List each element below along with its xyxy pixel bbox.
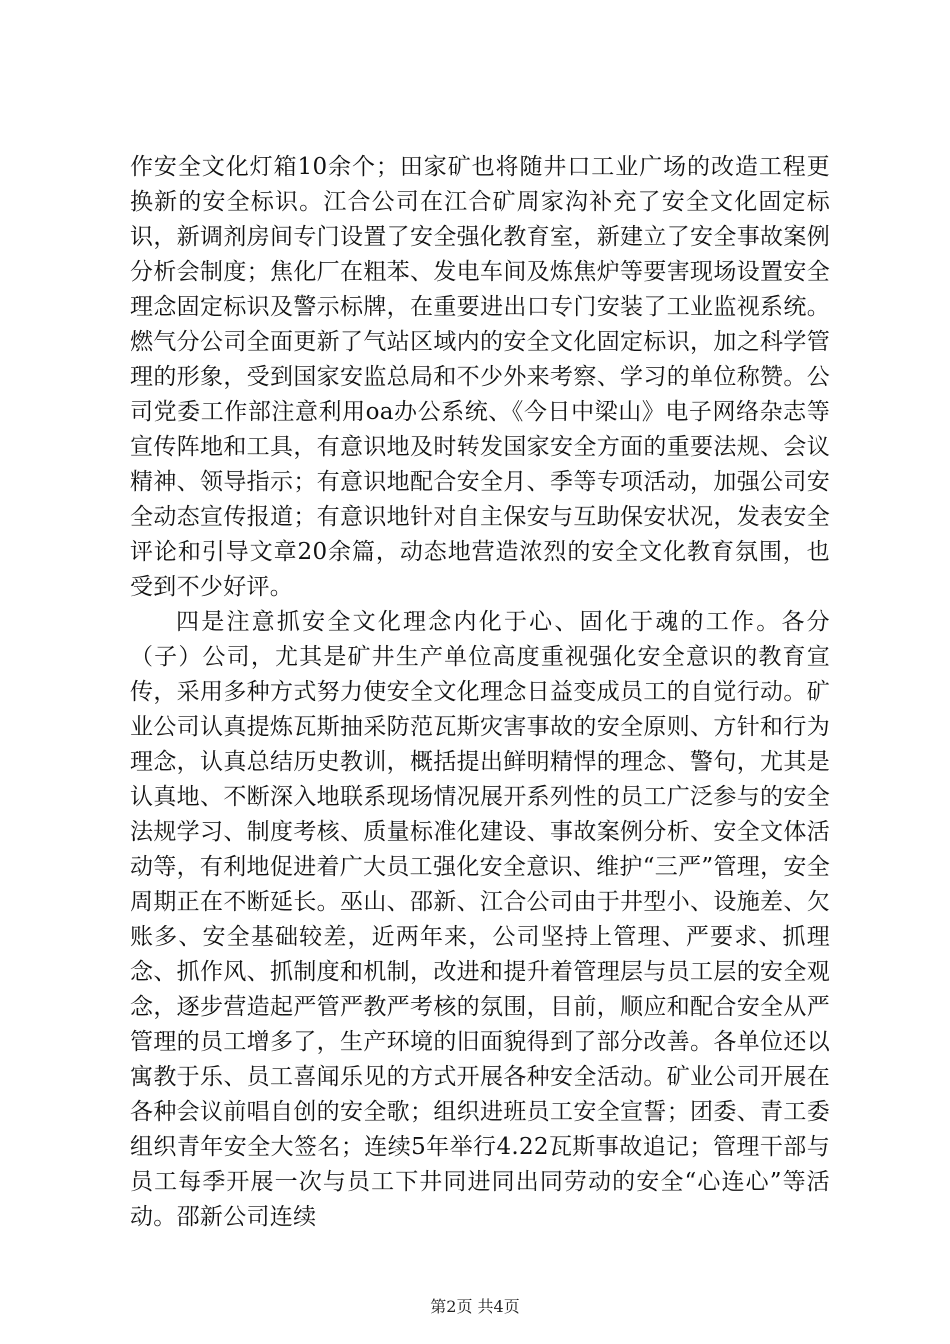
body-paragraph-1: 作安全文化灯箱10余个；田家矿也将随井口工业广场的改造工程更换新的安全标识。江合公司在江合矿周家沟补充了安全文化固定标识，新调剂房间专门设置了安全强化教育室，新建立了安全事故案例分析会制度；焦化厂在粗苯、发电车间及炼焦炉等要害现场设置安全理念固定标识及警示标牌，在重要进出口专门安装了工业监视系统。燃气分公司全面更新了气站区域内的安全文化固定标识，加之科学管理的形象，受到国家安监总局和不少外来考察、学习的单位称赞。公司党委工作部注意利用oa办公系统、《今日中梁山》电子网络杂志等宣传阵地和工具，有意识地及时转发国家安全方面的重要法规、会议精神、领导指示；有意识地配合安全月、季等专项活动，加强公司安全动态宣传报道；有意识地针对自主保安与互助保安状况，发表安全评论和引导文章20余篇，动态地营造浓烈的安全文化教育氛围，也受到不少好评。 (130, 154, 830, 600)
document-body (130, 150, 830, 1235)
body-paragraph-2: 四是注意抓安全文化理念内化于心、固化于魂的工作。各分（子）公司，尤其是矿井生产单位高度重视强化安全意识的教育宣传，采用多种方式努力使安全文化理念日益变成员工的自觉行动。矿业公司认真提炼瓦斯抽采防范瓦斯灾害事故的安全原则、方针和行为理念，认真总结历史教训，概括提出鲜明精悍的理念、警句，尤其是认真地、不断深入地联系现场情况展开系列性的员工广泛参与的安全法规学习、制度考核、质量标准化建设、事故案例分析、安全文体活动等，有利地促进着广大员工强化安全意识、维护“三严”管理，安全周期正在不断延长。巫山、邵新、江合公司由于井型小、设施差、欠账多、安全基础较差，近两年来，公司坚持上管理、严要求、抓理念、抓作风、抓制度和机制，改进和提升着管理层与员工层的安全观念，逐步营造起严管严教严考核的氛围，目前，顺应和配合安全从严管理的员工增多了，生产环境的旧面貌得到了部分改善。各单位还以寓教于乐、员工喜闻乐见的方式开展各种安全活动。矿业公司开展在各种会议前唱自创的安全歌；组织进班员工安全宣誓；团委、青工委组织青年安全大签名；连续5年举行4.22瓦斯事故追记；管理干部与员工每季开展一次与员工下井同进同出同劳动的安全“心连心”等活动。邵新公司连续 (130, 609, 830, 1230)
page-number-footer: 第2页 共4页 (430, 1297, 520, 1316)
